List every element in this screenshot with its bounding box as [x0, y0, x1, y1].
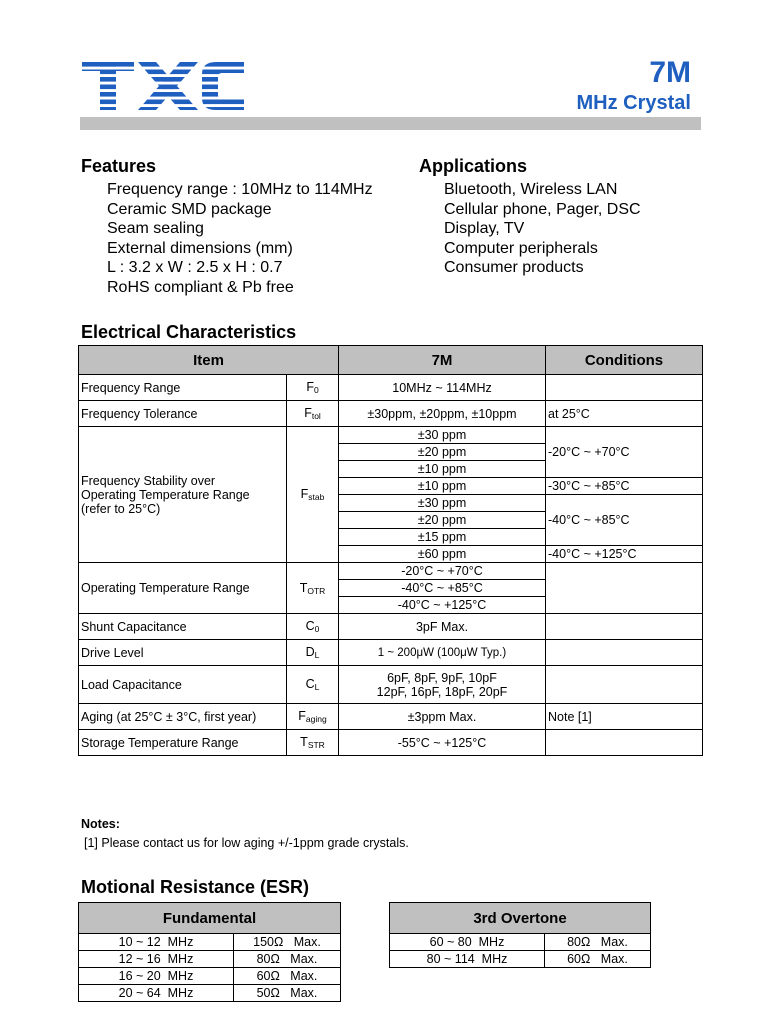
row-label: Frequency Stability over Operating Temperature Range (refer to 25°C) — [79, 427, 287, 563]
row-condition — [546, 375, 703, 401]
row-value: 6pF, 8pF, 9pF, 10pF 12pF, 16pF, 18pF, 20pF — [339, 666, 546, 704]
stability-condition: -30°C ~ +85°C — [546, 478, 703, 495]
row-symbol: $F_{aging}$ — [287, 704, 339, 730]
row-label: Shunt Capacitance — [79, 614, 287, 640]
row-condition: at 25°C — [546, 401, 703, 427]
notes-title: Notes: — [81, 817, 120, 831]
header-item: Item — [79, 346, 339, 375]
row-label: Storage Temperature Range — [79, 730, 287, 756]
feature-item: Ceramic SMD package — [107, 200, 272, 218]
op-temp-value: -40°C ~ +85°C — [339, 580, 546, 597]
esr-frequency: 80 ~ 114 MHz — [390, 951, 545, 968]
feature-item: External dimensions (mm) — [107, 239, 293, 257]
row-value: ±30ppm, ±20ppm, ±10ppm — [339, 401, 546, 427]
row-symbol: $T_{STR}$ — [287, 730, 339, 756]
esr-resistance: 80Ω Max. — [545, 934, 651, 951]
header-conditions: Conditions — [546, 346, 703, 375]
row-label: Drive Level — [79, 640, 287, 666]
overtone-table — [389, 902, 651, 968]
stability-value: ±60 ppm — [339, 546, 546, 563]
feature-item: Seam sealing — [107, 220, 204, 237]
row-symbol: $C_0$ — [287, 614, 339, 640]
row-condition — [546, 640, 703, 666]
electrical-title: Electrical Characteristics — [81, 322, 297, 342]
row-condition — [546, 563, 703, 614]
esr-resistance: 80Ω Max. — [234, 951, 341, 968]
stability-value: ±15 ppm — [339, 529, 546, 546]
esr-frequency: 20 ~ 64 MHz — [79, 985, 234, 1002]
applications-title: Applications — [419, 156, 528, 176]
model-title: 7M — [649, 56, 691, 89]
note-item: [1] Please contact us for low aging +/-1ppm grade crystals. — [84, 836, 409, 850]
stability-value: ±30 ppm — [339, 427, 546, 444]
txc-logo — [82, 62, 246, 110]
stability-value: ±30 ppm — [339, 495, 546, 512]
model-subtitle: MHz Crystal — [576, 92, 691, 114]
stability-value: ±20 ppm — [339, 444, 546, 461]
features-list — [107, 180, 373, 297]
row-symbol: $C_L$ — [287, 666, 339, 704]
row-value: ±3ppm Max. — [339, 704, 546, 730]
row-condition: Note [1] — [546, 704, 703, 730]
features-title: Features — [81, 156, 157, 176]
header-divider — [80, 117, 701, 130]
esr-resistance: 150Ω Max. — [234, 934, 341, 951]
row-label: Load Capacitance — [79, 666, 287, 704]
row-symbol: $F_{tol}$ — [287, 401, 339, 427]
row-value: 10MHz ~ 114MHz — [339, 375, 546, 401]
stability-condition: -20°C ~ +70°C — [546, 427, 703, 478]
row-value: -55°C ~ +125°C — [339, 730, 546, 756]
fundamental-header: Fundamental — [79, 903, 341, 934]
row-condition — [546, 730, 703, 756]
row-condition — [546, 614, 703, 640]
application-item: Display, TV — [444, 220, 525, 237]
stability-value: ±20 ppm — [339, 512, 546, 529]
row-label: Aging (at 25°C ± 3°C, first year) — [79, 704, 287, 730]
feature-item: RoHS compliant & Pb free — [107, 278, 294, 296]
esr-resistance: 60Ω Max. — [234, 968, 341, 985]
op-temp-value: -20°C ~ +70°C — [339, 563, 546, 580]
esr-frequency: 10 ~ 12 MHz — [79, 934, 234, 951]
row-symbol: $F_{stab}$ — [287, 427, 339, 563]
row-label: Frequency Tolerance — [79, 401, 287, 427]
esr-frequency: 16 ~ 20 MHz — [79, 968, 234, 985]
row-value: 1 ~ 200μW (100μW Typ.) — [339, 640, 546, 666]
esr-resistance: 60Ω Max. — [545, 951, 651, 968]
stability-condition: -40°C ~ +85°C — [546, 495, 703, 546]
application-item: Computer peripherals — [444, 239, 598, 257]
esr-resistance: 50Ω Max. — [234, 985, 341, 1002]
overtone-header: 3rd Overtone — [390, 903, 651, 934]
application-item: Consumer products — [444, 259, 584, 276]
application-item: Bluetooth, Wireless LAN — [444, 181, 618, 198]
op-temp-value: -40°C ~ +125°C — [339, 597, 546, 614]
application-item: Cellular phone, Pager, DSC — [444, 200, 641, 218]
esr-frequency: 12 ~ 16 MHz — [79, 951, 234, 968]
applications-list — [444, 180, 641, 278]
row-label: Frequency Range — [79, 375, 287, 401]
row-condition — [546, 666, 703, 704]
stability-condition: -40°C ~ +125°C — [546, 546, 703, 563]
stability-value: ±10 ppm — [339, 461, 546, 478]
motional-title: Motional Resistance (ESR) — [81, 877, 310, 897]
header-model: 7M — [339, 346, 546, 375]
row-value: 3pF Max. — [339, 614, 546, 640]
stability-value: ±10 ppm — [339, 478, 546, 495]
esr-frequency: 60 ~ 80 MHz — [390, 934, 545, 951]
electrical-table — [78, 345, 703, 756]
row-symbol: $T_{OTR}$ — [287, 563, 339, 614]
row-label: Operating Temperature Range — [79, 563, 287, 614]
row-symbol: $D_L$ — [287, 640, 339, 666]
feature-item: L : 3.2 x W : 2.5 x H : 0.7 — [107, 259, 283, 276]
feature-item: Frequency range : 10MHz to 114MHz — [107, 181, 373, 198]
fundamental-table — [78, 902, 341, 1002]
row-symbol: $F_0$ — [287, 375, 339, 401]
